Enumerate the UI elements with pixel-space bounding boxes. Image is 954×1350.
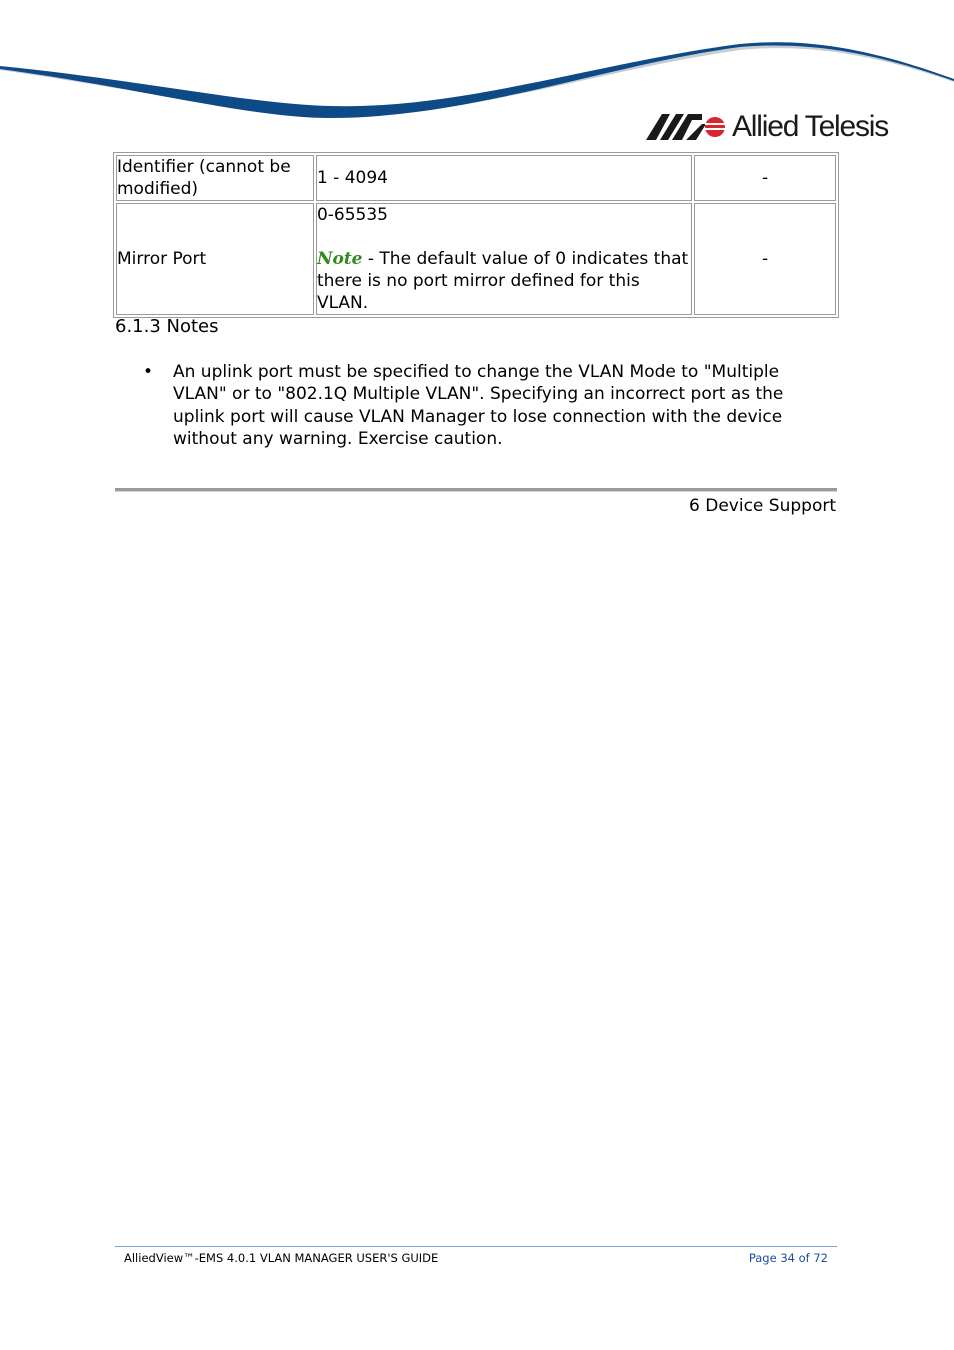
parameter-range: 1 - 4094 bbox=[316, 155, 692, 201]
parameter-table bbox=[113, 152, 839, 318]
parameter-name: Identifier (cannot be modified) bbox=[116, 155, 314, 201]
logo-wordmark: Allied Telesis bbox=[732, 110, 889, 143]
footer-title: AlliedView™-EMS 4.0.1 VLAN MANAGER USER'S GUIDE bbox=[124, 1251, 439, 1265]
section-divider bbox=[115, 488, 837, 492]
note-text: - The default value of 0 indicates that there is no port mirror defined for this VLAN. bbox=[316, 249, 689, 313]
parameter-name: Mirror Port bbox=[116, 203, 314, 315]
page-number: Page 34 of 72 bbox=[748, 1251, 828, 1265]
notes-list bbox=[115, 361, 825, 450]
header-swoosh bbox=[0, 0, 954, 125]
parameter-default: - bbox=[694, 155, 836, 201]
note-label: Note bbox=[316, 249, 363, 269]
allied-telesis-emblem-icon bbox=[646, 114, 726, 140]
parameter-note bbox=[317, 248, 691, 314]
parameter-default: - bbox=[694, 203, 836, 315]
footer-divider bbox=[115, 1246, 837, 1247]
chapter-label: 6 Device Support bbox=[689, 496, 836, 516]
parameter-range: 0-65535 bbox=[316, 205, 388, 225]
allied-telesis-logo bbox=[646, 112, 888, 142]
list-item: • An uplink port must be specified to change the VLAN Mode to "Multiple VLAN" or to "802.1Q Multiple VLAN". Specifying an incorrect port as the uplink port will cause VLAN Manager to lose connection with the device without any warning. Exercise caution. bbox=[115, 361, 825, 450]
table-row bbox=[116, 155, 836, 201]
parameter-range-cell bbox=[316, 203, 692, 315]
section-heading: 6.1.3 Notes bbox=[115, 316, 219, 337]
table-row bbox=[116, 203, 836, 315]
